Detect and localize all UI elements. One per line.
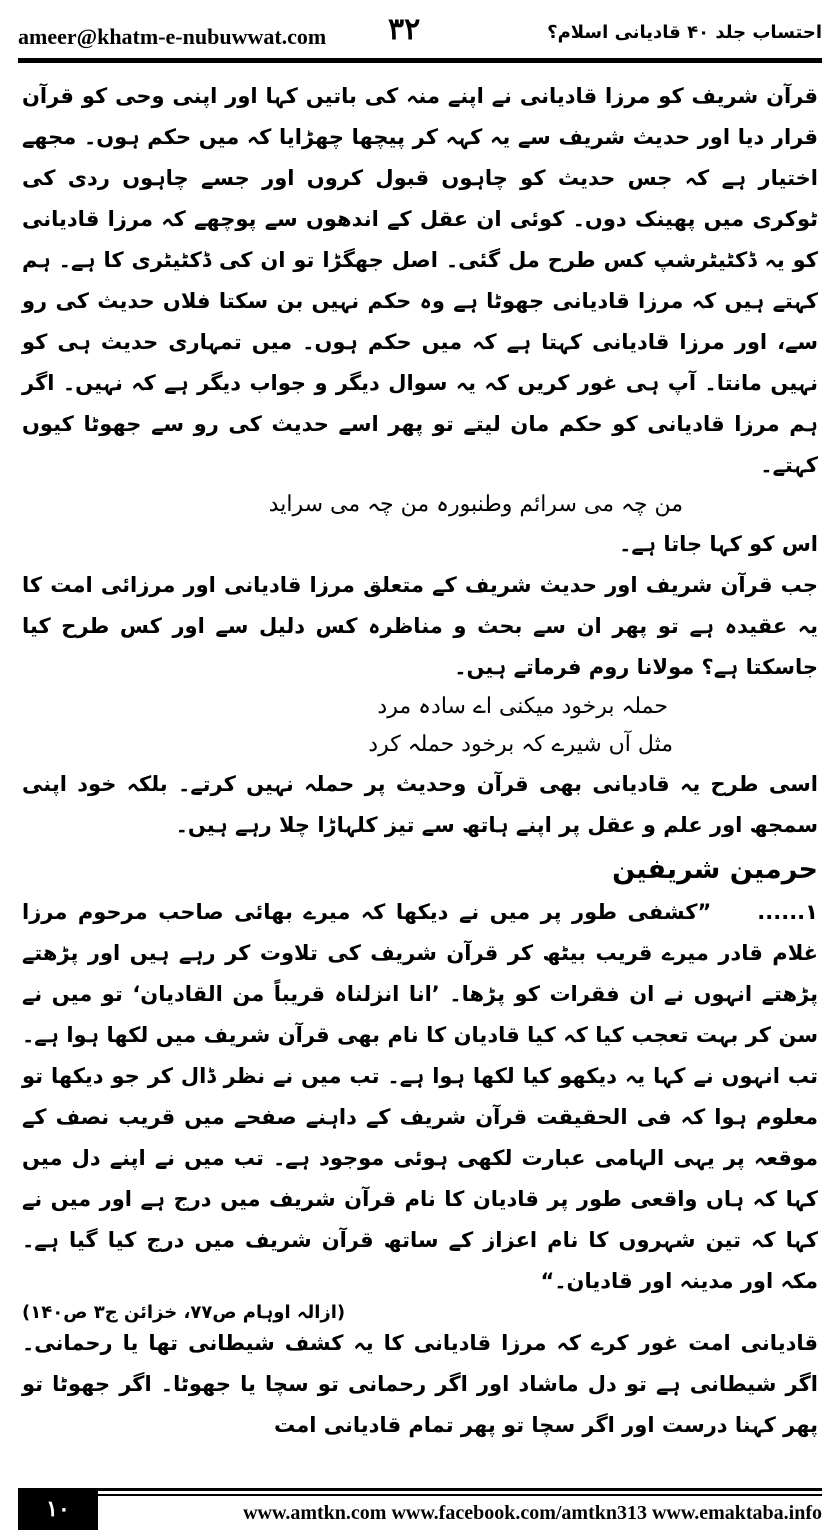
reference-line — [22, 1302, 818, 1323]
paragraph-quran-hadith: قرآن شریف کو مرزا قادیانی نے اپنے منہ کی باتیں کہا اور اپنی وحی کو قرآن قرار دیا اور حدیث شریف سے یہ کہہ کر پیچھا چھڑایا کہ میں حکم ہوں۔ مجھے اختیار ہے کہ جس حدیث کو چاہوں قبول کروں اور جسے چاہوں ردی کی ٹوکری میں پھینک دوں۔ کوئی ان عقل کے اندھوں سے پوچھے کہ مرزا قادیانی کو یہ ڈکٹیٹرشپ کس طرح مل گئی۔ اصل جھگڑا تو ان کی ڈکٹیٹری کا ہے۔ ہم کہتے ہیں کہ مرزا قادیانی جھوٹا ہے وہ حکم نہیں بن سکتا فلاں حدیث کی رو سے، اور مرزا قادیانی کہتا ہے کہ میں حکم ہوں۔ میں تمہاری حدیث ہی کو نہیں مانتا۔ آپ ہی غور کریں کہ یہ سوال دیگر و جواب دیگر ہے کہ نہیں۔ اگر ہم مرزا قادیانی کو حکم مان لیتے تو پھر اسے حدیث کی رو سے جھوٹا کیوں کہتے۔ — [22, 84, 818, 477]
persian-verse-3: مثل آں شیرے کہ برخود حملہ کرد — [368, 732, 673, 757]
persian-verse-1: من چہ می سرائم وطنبورہ من چہ می سراید — [268, 492, 683, 517]
footer-rule-thick — [98, 1488, 822, 1491]
paragraph-short: اس کو کہا جاتا ہے۔ — [619, 532, 818, 556]
footer-rule-thin — [98, 1494, 822, 1496]
source-reference: (ازالہ اوہام ص۷۷، خزائن ج۳ ص۱۴۰) — [22, 1302, 346, 1323]
item-number: ۱...... — [757, 900, 818, 924]
paragraph-attack: اسی طرح یہ قادیانی بھی قرآن وحدیث پر حملہ نہیں کرتے۔ بلکہ خود اپنی سمجھ اور علم و عقل پر اپنے ہاتھ سے تیز کلہاڑا چلا رہے ہیں۔ — [22, 772, 818, 837]
footer-number-box: ۱۰ — [18, 1488, 98, 1530]
header-email[interactable]: ameer@khatm-e-nubuwwat.com — [18, 24, 327, 49]
paragraph-kashf-quote — [22, 892, 818, 1302]
kashf-quote-text: ”کشفی طور پر میں نے دیکھا کہ میرے بھائی صاحب مرحوم مرزا غلام قادر میرے قریب بیٹھ کر قرآن شریف کی تلاوت کر رہے ہیں اور پڑھتے پڑھتے انہوں نے ان فقرات کو پڑھا۔ ’انا انزلناہ قریباً من القادیان‘ تو میں نے سن کر بہت تعجب کیا کہ کیا قادیان کا نام بھی قرآن شریف میں لکھا ہوا ہے۔ تب انہوں نے کہا یہ دیکھو کیا لکھا ہوا ہے۔ تب میں نے نظر ڈال کر جو دیکھا تو معلوم ہوا کہ فی الحقیقت قرآن شریف کے داہنے صفحے میں قریب نصف کے موقعہ پر یہی الہامی عبارت لکھی ہوئی موجود ہے۔ تب میں نے اپنے دل میں کہا کہ ہاں واقعی طور پر قادیان کا نام قرآن شریف میں درج ہے اور میں نے کہا کہ تین شہروں کا نام اعزاز کے ساتھ قرآن شریف میں درج کیا گیا ہے۔ مکہ اور مدینہ اور قادیان۔“ — [22, 900, 818, 1293]
paragraph-conclusion: قادیانی امت غور کرے کہ مرزا قادیانی کا یہ کشف شیطانی تھا یا رحمانی۔ اگر شیطانی ہے تو دل ماشاد اور اگر رحمانی تو سچا یا جھوٹا۔ اگر جھوٹا تو پھر کہنا درست اور اگر سچا تو پھر تمام قادیانی امت — [22, 1331, 818, 1437]
book-title: احتساب جلد ۴۰ قادیانی اسلام؟ — [547, 22, 822, 43]
page-number: ۳۲ — [388, 12, 421, 47]
page-footer — [18, 1488, 822, 1530]
footer-websites[interactable]: www.amtkn.com www.facebook.com/amtkn313 www.emaktaba.info — [243, 1502, 822, 1524]
persian-verse-2: حملہ برخود میکنی اے سادہ مرد — [377, 694, 668, 719]
page-header — [18, 8, 822, 52]
page-body — [22, 76, 818, 1446]
header-rule — [18, 58, 822, 63]
section-heading: حرمین شریفین — [612, 854, 818, 885]
paragraph-debate: جب قرآن شریف اور حدیث شریف کے متعلق مرزا قادیانی اور مرزائی امت کا یہ عقیدہ ہے تو پھر ان سے بحث و مناظرہ کس دلیل سے اور کس طرح کیا جاسکتا ہے؟ مولانا روم فرماتے ہیں۔ — [22, 573, 818, 679]
